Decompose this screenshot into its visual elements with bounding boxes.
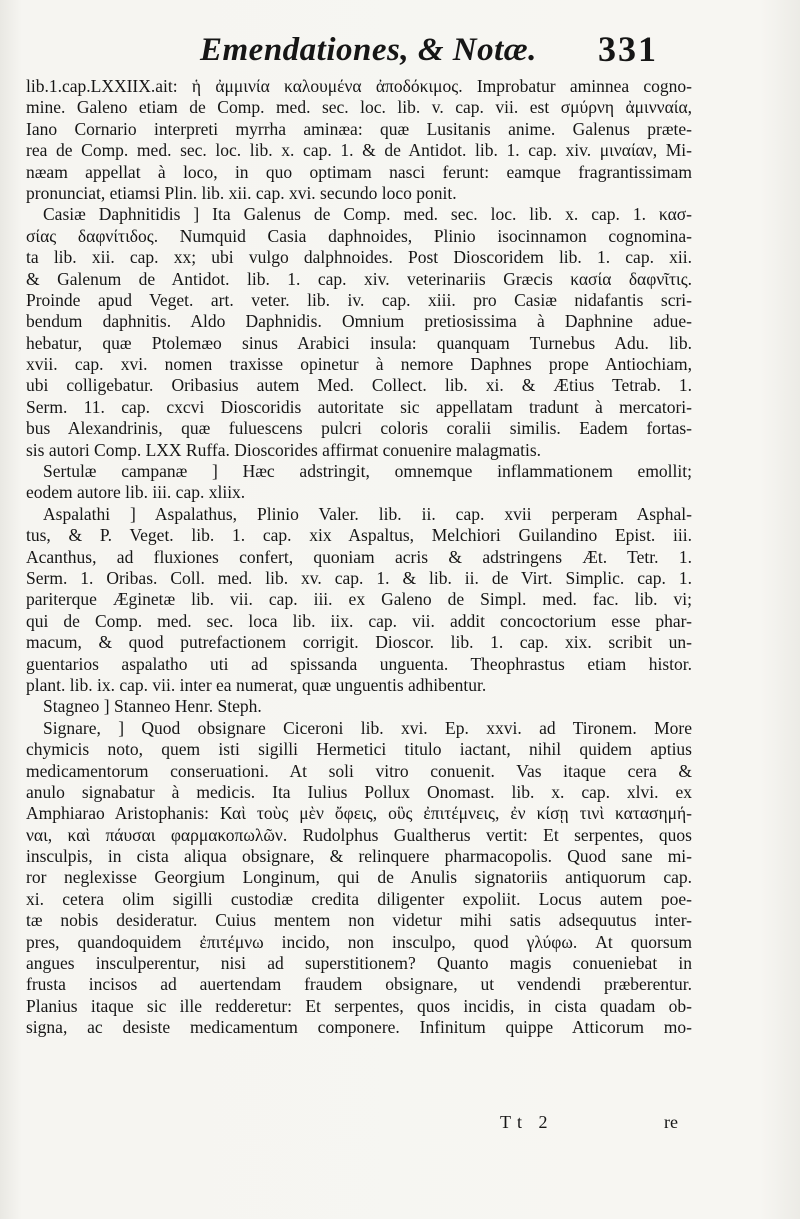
text-line: Serm. 11. cap. cxcvi Dioscoridis autoritate sic appellatam tradunt à mercatori- <box>26 396 692 417</box>
text-line: xi. cetera olim sigilli custodiæ credita diligenter expoliit. Locus autem poe- <box>26 888 692 909</box>
text-line: insculpis, in cista aliqua obsignare, & relinquere pharmacopolis. Quod sane mi- <box>26 846 692 867</box>
text-line: xvii. cap. xvi. nomen traxisse opinetur à nemore Daphnes prope Antiochiam, <box>26 354 692 375</box>
text-line: pres, quandoquidem ἐπιτέμνω incido, non insculpo, quod γλύφω. At quorsum <box>26 931 692 952</box>
text-line: Stagneo ] Stanneo Henr. Steph. <box>43 696 262 717</box>
text-line: Proinde apud Veget. art. veter. lib. iv. cap. xiii. pro Casiæ nidafantis scri- <box>26 289 692 310</box>
text-line: chymicis noto, quem isti sigilli Hermetici titulo iactant, nihil quidem aptius <box>26 739 692 760</box>
catchword: re <box>664 1112 678 1132</box>
text-line: Serm. 1. Oribas. Coll. med. lib. xv. cap. 1. & lib. ii. de Virt. Simplic. cap. 1. <box>26 567 692 588</box>
text-line: Acanthus, ad fluxiones confert, quoniam acris & adstringens Æt. Tetr. 1. <box>26 546 692 567</box>
text-line: signa, ac desiste medicamentum componere. Infinitum quippe Atticorum mo- <box>26 1017 692 1038</box>
text-line: anulo signabatur à medicis. Ita Iulius Pollux Onomast. lib. x. cap. xlvi. ex <box>26 781 692 802</box>
text-line: Sertulæ campanæ ] Hæc adstringit, omnemque inflammationem emollit; <box>43 461 692 482</box>
text-line: & Galenum de Antidot. lib. 1. cap. xiv. veterinariis Græcis κασία δαφνῖτις. <box>26 268 692 289</box>
text-line: Amphiarao Aristophanis: Καὶ τοὺς μὲν ὄφεις, οὓς ἐπιτέμνεις, ἐν κίσῃ τινὶ κατασημή- <box>26 803 692 824</box>
text-line: Iano Cornario interpreti myrrha aminæa: quæ Lusitanis anime. Galenus præte- <box>26 118 692 139</box>
text-line: pariterque Æginetæ lib. vii. cap. iii. ex Galeno de Simpl. med. fac. lib. vi; <box>26 589 692 610</box>
text-line: angues insculperentur, nisi ad superstitionem? Quanto magis conueniebat in <box>26 953 692 974</box>
text-line: Aspalathi ] Aspalathus, Plinio Valer. lib. ii. cap. xvii perperam Asphal- <box>43 503 692 524</box>
page-number: 331 <box>598 29 658 69</box>
body-text <box>26 76 692 1039</box>
text-line: ta lib. xii. cap. xx; ubi vulgo dalphnoides. Post Dioscoridem lib. 1. cap. xii. <box>26 247 692 268</box>
text-line: ναι, καὶ πάυσαι φαρμακοπωλῶν. Rudolphus Gualtherus vertit: Et serpentes, quos <box>26 824 692 845</box>
text-line: ror neglexisse Georgium Longinum, qui de Anulis signatoriis antiquorum cap. <box>26 867 692 888</box>
text-line: guentarios aspalatho uti ad spissanda unguenta. Theophrastus etiam histor. <box>26 653 692 674</box>
text-line: medicamentorum conseruationi. At soli vitro conuenit. Vas itaque cera & <box>26 760 692 781</box>
text-line: bus Alexandrinis, quæ fuluescens pulcri coloris coralii similis. Eadem fortas- <box>26 418 692 439</box>
signature-mark: Tt 2 <box>500 1112 554 1132</box>
text-line: σίας δαφνίτιδος. Numquid Casia daphnoides, Plinio isocinnamon cognomina- <box>26 225 692 246</box>
text-line: lib.1.cap.LXXIIX.ait: ἡ ἀμμινία καλουμένα ἀποδόκιμος. Improbatur aminnea cogno- <box>26 76 692 96</box>
text-line: frusta incisos ad auertendam fraudem obsignare, ut vendendi præberentur. <box>26 974 692 995</box>
text-line: tus, & P. Veget. lib. 1. cap. xix Aspaltus, Melchiori Guilandino Epist. iii. <box>26 525 692 546</box>
text-line: næam appellat à loco, in quo optimam nasci ferunt: eamque fragrantissimam <box>26 161 692 182</box>
text-line: qui de Comp. med. sec. loca lib. iix. cap. vii. addit concoctorium esse phar- <box>26 610 692 631</box>
text-line: tæ nobis desideratur. Cuius mentem non videtur mihi satis adsequutus inter- <box>26 910 692 931</box>
text-line: pronunciat, etiamsi Plin. lib. xii. cap. xvi. secundo loco ponit. <box>26 182 457 203</box>
text-line: mine. Galeno etiam de Comp. med. sec. loc. lib. v. cap. vii. est σμύρνη ἀμινναία, <box>26 97 692 118</box>
text-line: ubi colligebatur. Oribasius autem Med. Collect. lib. xi. & Ætius Tetrab. 1. <box>26 375 692 396</box>
text-line: Planius itaque sic ille redderetur: Et serpentes, quos incidis, in cista quadam ob- <box>26 995 692 1016</box>
text-line: hebatur, quæ Ptolemæo sinus Arabici insula: quanquam Turnebus Adu. lib. <box>26 332 692 353</box>
text-line: sis autori Comp. LXX Ruffa. Dioscorides affirmat conuenire malagmatis. <box>26 439 542 460</box>
text-line: Casiæ Daphnitidis ] Ita Galenus de Comp. med. sec. loc. lib. x. cap. 1. κασ- <box>43 204 692 225</box>
text-line: eodem autore lib. iii. cap. xliix. <box>26 482 246 503</box>
text-line: plant. lib. ix. cap. vii. inter ea numerat, quæ unguentis adhibentur. <box>26 674 487 695</box>
running-head: Emendationes, & Notæ. <box>200 32 537 68</box>
text-line: Signare, ] Quod obsignare Ciceroni lib. xvi. Ep. xxvi. ad Tironem. More <box>43 717 692 738</box>
text-line: rea de Comp. med. sec. loc. lib. x. cap. 1. & de Antidot. lib. 1. cap. xiv. μιναίαν, Mi- <box>26 140 692 161</box>
page-footer <box>0 1112 800 1136</box>
text-line: macum, & quod putrefactionem corrigit. Dioscor. lib. 1. cap. xix. scribit un- <box>26 632 692 653</box>
page-header <box>0 28 800 78</box>
text-line: bendum daphnitis. Aldo Daphnidis. Omnium pretiosissima à Daphnine adue- <box>26 311 692 332</box>
